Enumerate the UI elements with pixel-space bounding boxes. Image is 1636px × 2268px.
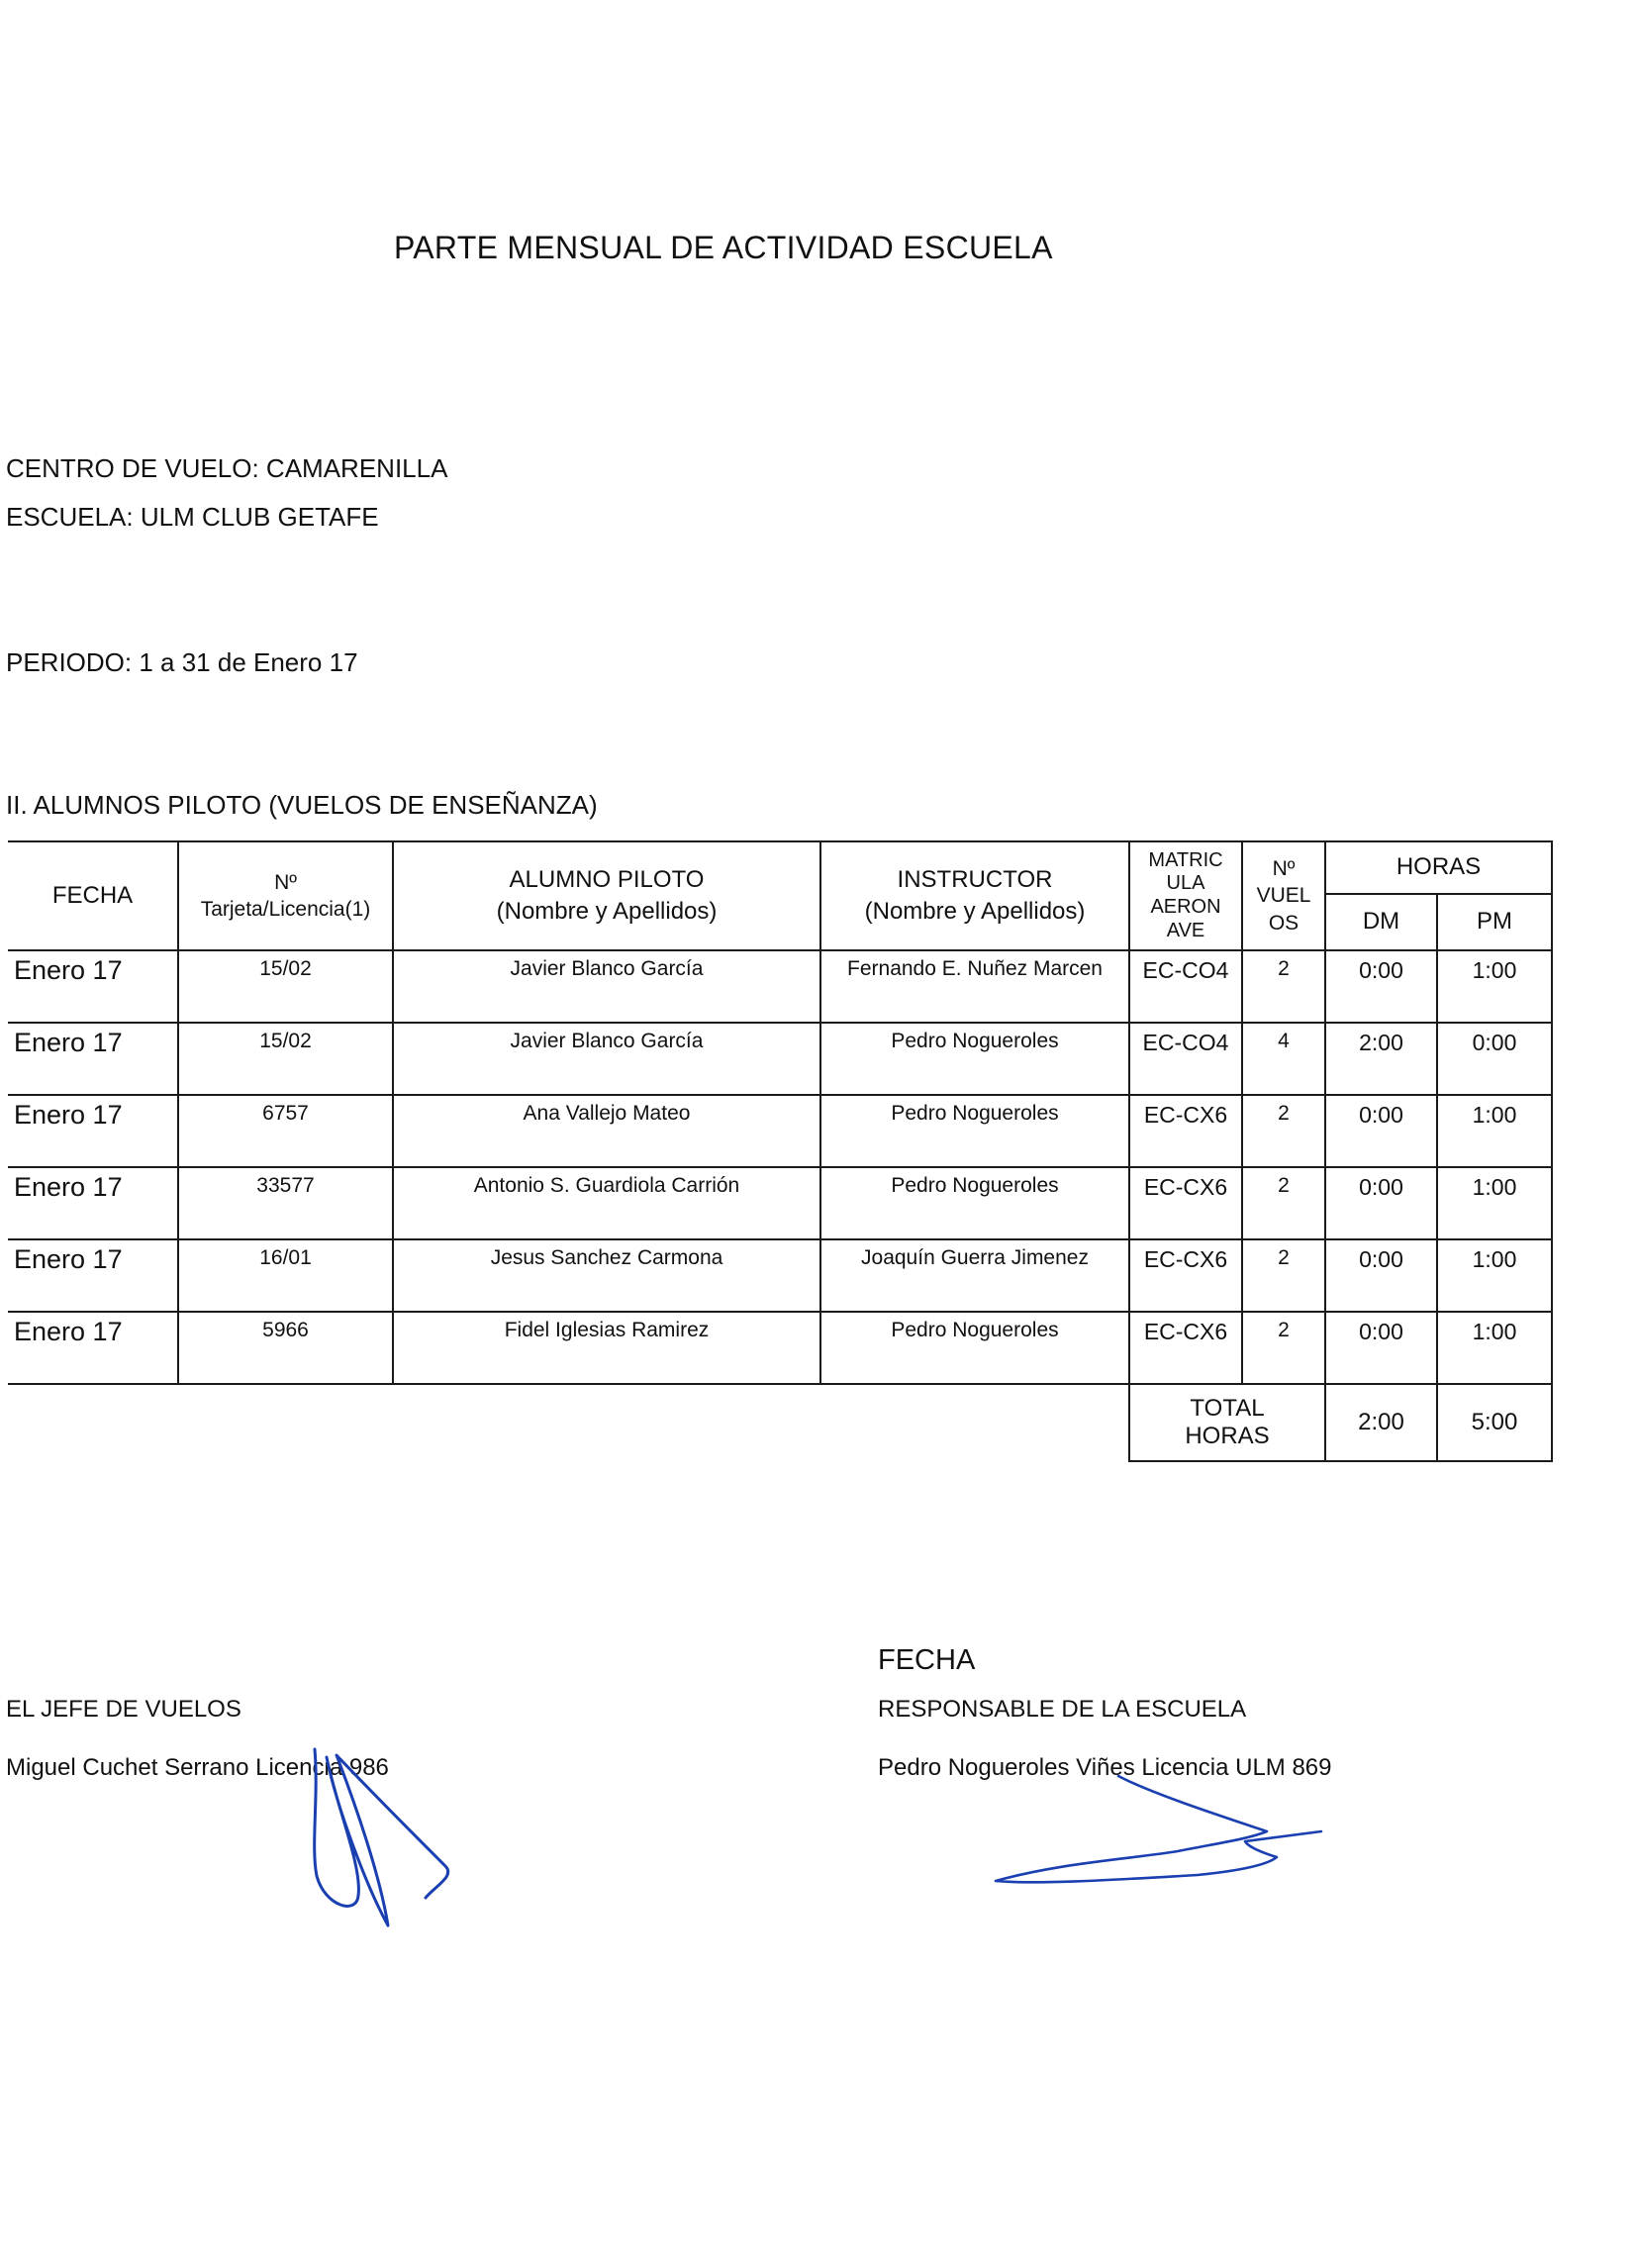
cell-vuelos: 2 <box>1242 950 1325 1023</box>
cell-fecha: Enero 17 <box>8 1167 178 1239</box>
cell-vuelos: 4 <box>1242 1023 1325 1095</box>
cell-tarjeta: 16/01 <box>178 1239 393 1312</box>
cell-fecha: Enero 17 <box>8 1239 178 1312</box>
header-instructor-line2: (Nombre y Apellidos) <box>864 898 1086 925</box>
cell-alumno: Fidel Iglesias Ramirez <box>393 1312 820 1384</box>
cell-tarjeta: 6757 <box>178 1095 393 1167</box>
cell-instructor: Pedro Nogueroles <box>820 1095 1129 1167</box>
header-dm: DM <box>1325 894 1437 950</box>
cell-dm: 0:00 <box>1325 950 1437 1023</box>
activity-table <box>8 840 1553 1462</box>
cell-dm: 0:00 <box>1325 1312 1437 1384</box>
header-tarjeta-line1: Nº <box>274 870 297 894</box>
total-row-blank <box>8 1384 1129 1461</box>
cell-vuelos: 2 <box>1242 1095 1325 1167</box>
cell-pm: 0:00 <box>1437 1023 1552 1095</box>
cell-alumno: Ana Vallejo Mateo <box>393 1095 820 1167</box>
cell-matricula: EC-CX6 <box>1129 1167 1242 1239</box>
cell-vuelos: 2 <box>1242 1167 1325 1239</box>
cell-instructor: Joaquín Guerra Jimenez <box>820 1239 1129 1312</box>
cell-alumno: Antonio S. Guardiola Carrión <box>393 1167 820 1239</box>
header-tarjeta-line2: Tarjeta/Licencia(1) <box>200 898 371 921</box>
fecha-label: FECHA <box>878 1644 976 1676</box>
cell-instructor: Fernando E. Nuñez Marcen <box>820 950 1129 1023</box>
cell-pm: 1:00 <box>1437 1167 1552 1239</box>
header-alumno-line2: (Nombre y Apellidos) <box>496 898 718 925</box>
cell-tarjeta: 15/02 <box>178 1023 393 1095</box>
total-row <box>8 1384 1552 1461</box>
cell-dm: 0:00 <box>1325 1095 1437 1167</box>
header-vuelos <box>1242 841 1325 950</box>
cell-dm: 2:00 <box>1325 1023 1437 1095</box>
section-title: II. ALUMNOS PILOTO (VUELOS DE ENSEÑANZA) <box>6 790 598 820</box>
cell-fecha: Enero 17 <box>8 950 178 1023</box>
cell-alumno: Javier Blanco García <box>393 1023 820 1095</box>
header-matricula <box>1129 841 1242 950</box>
cell-alumno: Javier Blanco García <box>393 950 820 1023</box>
cell-matricula: EC-CO4 <box>1129 1023 1242 1095</box>
header-matricula-l3: AERON <box>1150 896 1221 918</box>
header-vuelos-l3: OS <box>1268 911 1299 935</box>
responsable-label: RESPONSABLE DE LA ESCUELA <box>878 1696 1247 1723</box>
header-instructor-line1: INSTRUCTOR <box>897 865 1053 893</box>
cell-tarjeta: 33577 <box>178 1167 393 1239</box>
cell-matricula: EC-CX6 <box>1129 1239 1242 1312</box>
cell-vuelos: 2 <box>1242 1312 1325 1384</box>
responsable-signature <box>980 1772 1326 1891</box>
cell-tarjeta: 15/02 <box>178 950 393 1023</box>
header-horas: HORAS <box>1325 841 1552 894</box>
cell-dm: 0:00 <box>1325 1239 1437 1312</box>
responsable-name: Pedro Nogueroles Viñes Licencia ULM 869 <box>878 1754 1332 1781</box>
jefe-de-vuelos-label: EL JEFE DE VUELOS <box>6 1696 241 1723</box>
total-label <box>1129 1384 1325 1461</box>
cell-matricula: EC-CO4 <box>1129 950 1242 1023</box>
header-alumno <box>393 841 820 950</box>
header-pm: PM <box>1437 894 1552 950</box>
centro-de-vuelo: CENTRO DE VUELO: CAMARENILLA <box>6 453 448 483</box>
jefe-signature <box>297 1737 505 1935</box>
cell-instructor: Pedro Nogueroles <box>820 1167 1129 1239</box>
table-row <box>8 1167 1552 1239</box>
escuela: ESCUELA: ULM CLUB GETAFE <box>6 502 379 532</box>
cell-fecha: Enero 17 <box>8 1312 178 1384</box>
cell-instructor: Pedro Nogueroles <box>820 1023 1129 1095</box>
cell-pm: 1:00 <box>1437 950 1552 1023</box>
periodo: PERIODO: 1 a 31 de Enero 17 <box>6 647 358 677</box>
header-vuelos-l2: VUEL <box>1256 884 1311 908</box>
cell-instructor: Pedro Nogueroles <box>820 1312 1129 1384</box>
total-label-line1: TOTAL <box>1190 1395 1265 1422</box>
table-row <box>8 1312 1552 1384</box>
table-row <box>8 1095 1552 1167</box>
header-vuelos-l1: Nº <box>1272 857 1296 881</box>
cell-pm: 1:00 <box>1437 1312 1552 1384</box>
cell-pm: 1:00 <box>1437 1095 1552 1167</box>
header-matricula-l1: MATRIC <box>1148 848 1223 871</box>
cell-fecha: Enero 17 <box>8 1095 178 1167</box>
cell-alumno: Jesus Sanchez Carmona <box>393 1239 820 1312</box>
cell-dm: 0:00 <box>1325 1167 1437 1239</box>
header-alumno-line1: ALUMNO PILOTO <box>509 865 705 893</box>
cell-vuelos: 2 <box>1242 1239 1325 1312</box>
table-row <box>8 1023 1552 1095</box>
header-matricula-l2: ULA <box>1166 872 1205 895</box>
total-dm: 2:00 <box>1325 1384 1437 1461</box>
cell-pm: 1:00 <box>1437 1239 1552 1312</box>
jefe-name: Miguel Cuchet Serrano Licencia 986 <box>6 1754 389 1781</box>
header-instructor <box>820 841 1129 950</box>
table-row <box>8 1239 1552 1312</box>
cell-fecha: Enero 17 <box>8 1023 178 1095</box>
cell-tarjeta: 5966 <box>178 1312 393 1384</box>
cell-matricula: EC-CX6 <box>1129 1095 1242 1167</box>
total-label-line2: HORAS <box>1185 1423 1270 1449</box>
page-title: PARTE MENSUAL DE ACTIVIDAD ESCUELA <box>394 230 1053 265</box>
total-pm: 5:00 <box>1437 1384 1552 1461</box>
table-row <box>8 950 1552 1023</box>
header-matricula-l4: AVE <box>1166 919 1205 941</box>
header-fecha: FECHA <box>8 841 178 950</box>
cell-matricula: EC-CX6 <box>1129 1312 1242 1384</box>
header-tarjeta <box>178 841 393 950</box>
